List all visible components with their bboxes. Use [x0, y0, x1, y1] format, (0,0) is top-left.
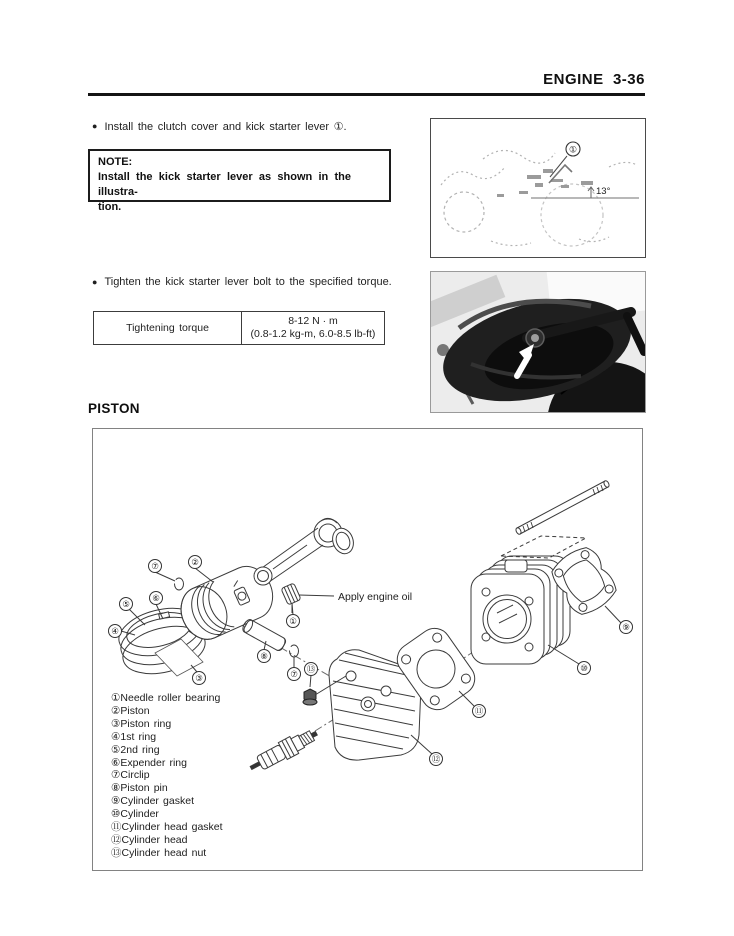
legend-item: ⑩Cylinder — [111, 808, 159, 821]
legend-item: ⑧Piston pin — [111, 782, 168, 795]
note-box — [88, 149, 391, 213]
spark-plug — [247, 725, 321, 777]
oil-leader — [299, 595, 334, 596]
svg-text:②: ② — [191, 557, 199, 567]
legend-item: ④1st ring — [111, 730, 157, 743]
apply-engine-oil-label: Apply engine oil — [338, 591, 413, 603]
svg-text:⑬: ⑬ — [306, 664, 316, 674]
piston-pin — [241, 618, 287, 652]
header-rule — [88, 93, 645, 96]
step-text: Install the clutch cover and kick starter lever ①. — [104, 121, 347, 133]
torque-value-nm: 8-12 N · m — [288, 314, 338, 327]
note-line1: Install the kick starter lever as shown in the illustra- — [98, 171, 352, 198]
circlip-right — [290, 645, 299, 657]
stud-bolt — [515, 480, 610, 535]
bullet-icon: ● — [92, 277, 98, 287]
angle-label: 13° — [596, 186, 611, 197]
parts-legend — [111, 692, 223, 860]
callout-1 — [566, 142, 580, 156]
bullet-icon: ● — [92, 121, 98, 131]
legend-item: ①Needle roller bearing — [111, 692, 221, 704]
kick-lever-sketch — [431, 119, 645, 257]
note-title: NOTE: — [98, 156, 133, 168]
torque-table — [93, 311, 385, 345]
photo — [431, 272, 645, 412]
step-tighten-bolt — [92, 276, 462, 289]
torque-label-cell: Tightening torque — [94, 312, 242, 344]
svg-text:⑤: ⑤ — [122, 599, 130, 609]
piston-exploded-figure — [92, 428, 643, 871]
legend-item: ⑬Cylinder head nut — [111, 846, 207, 859]
svg-text:⑦: ⑦ — [151, 561, 159, 571]
legend-item: ⑪Cylinder head gasket — [111, 821, 223, 834]
legend-item: ⑦Circlip — [111, 769, 150, 782]
svg-text:①: ① — [568, 144, 578, 155]
svg-text:④: ④ — [111, 626, 119, 636]
svg-text:⑧: ⑧ — [260, 651, 268, 661]
circlip-left — [175, 578, 184, 590]
legend-item: ③Piston ring — [111, 717, 172, 730]
svg-text:⑫: ⑫ — [431, 754, 441, 764]
torque-value-alt: (0.8-1.2 kg-m, 6.0-8.5 lb-ft) — [250, 328, 376, 340]
page-title: ENGINE 3-36 — [543, 71, 645, 88]
connecting-rod — [254, 518, 357, 585]
svg-text:⑨: ⑨ — [622, 622, 630, 632]
engine-detail-marks — [497, 169, 593, 197]
needle-roller-bearing — [281, 583, 301, 605]
note-line2: tion. — [98, 201, 122, 213]
svg-text:⑦: ⑦ — [290, 669, 298, 679]
legend-item: ⑫Cylinder head — [111, 833, 188, 846]
svg-text:⑥: ⑥ — [152, 593, 160, 603]
kick-lever-illustration — [430, 118, 646, 258]
step-install-clutch-cover — [92, 120, 452, 133]
svg-text:①: ① — [289, 616, 297, 626]
svg-text:③: ③ — [195, 673, 203, 683]
legend-item: ②Piston — [111, 704, 150, 717]
cylinder-head-nut — [303, 689, 317, 705]
section-title: PISTON — [88, 401, 140, 416]
legend-item: ⑥Expender ring — [111, 756, 187, 769]
step-text: Tighten the kick starter lever bolt to the specified torque. — [104, 276, 392, 288]
clutch-cover-photo — [430, 271, 646, 413]
svg-text:⑪: ⑪ — [474, 706, 484, 716]
legend-item: ⑤2nd ring — [111, 743, 160, 756]
torque-value-cell — [242, 312, 384, 344]
legend-item: ⑨Cylinder gasket — [111, 795, 194, 808]
svg-text:⑩: ⑩ — [580, 663, 588, 673]
